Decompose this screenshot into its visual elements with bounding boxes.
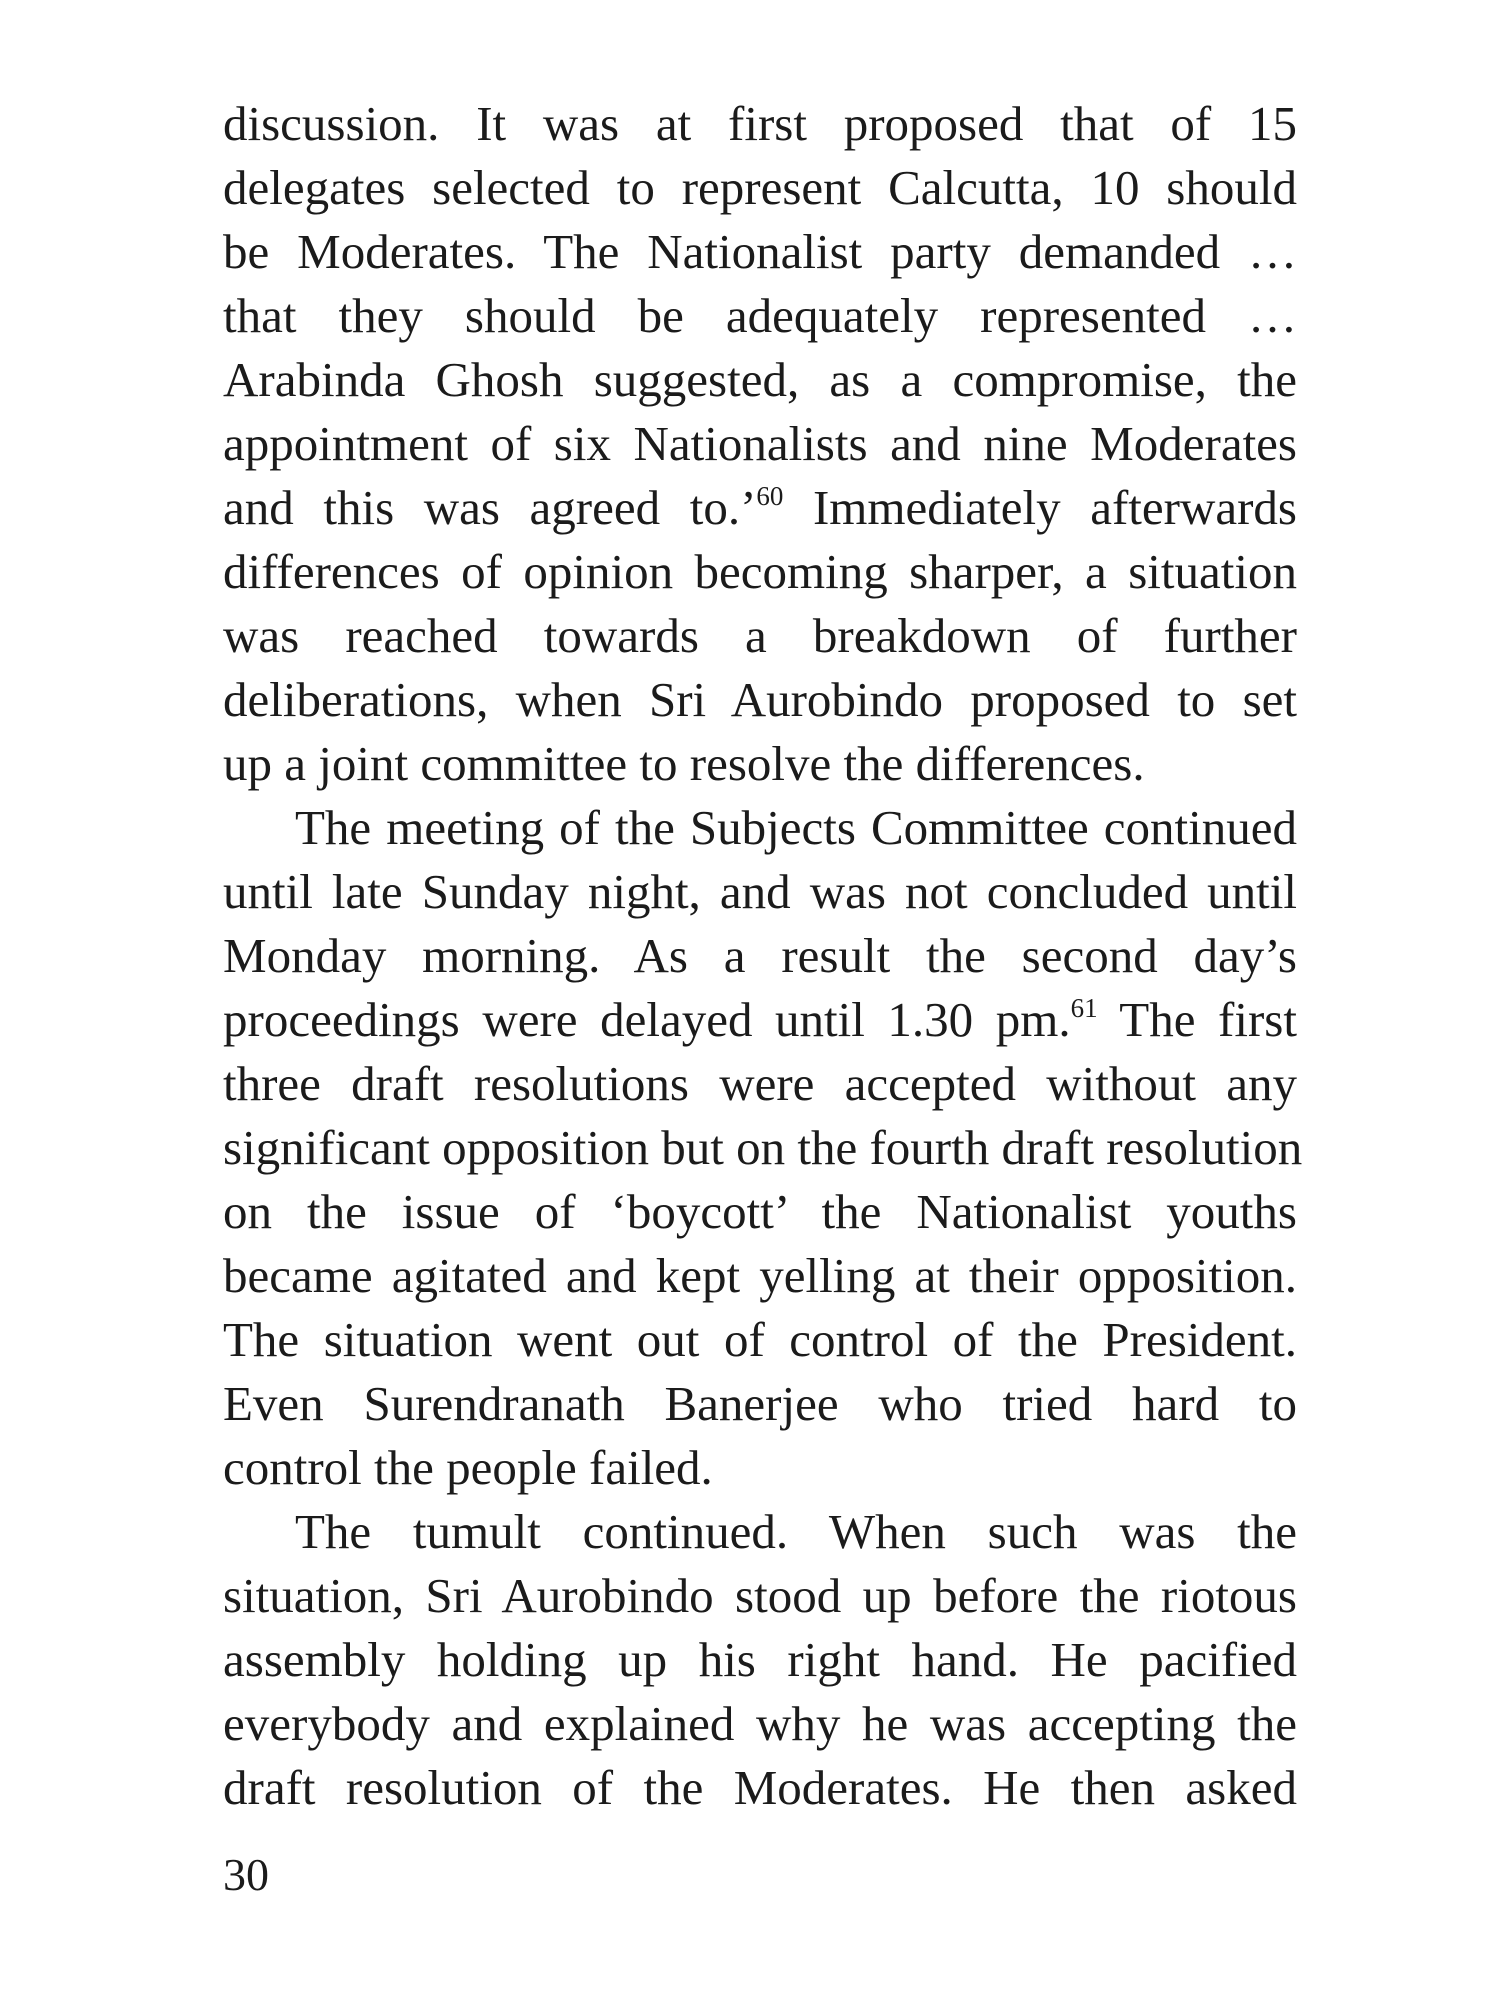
text-line: was reached towards a breakdown of further <box>223 608 1297 663</box>
text-line: The meeting of the Subjects Committee continued <box>295 800 1297 855</box>
text-line: draft resolution of the Moderates. He then asked <box>223 1760 1297 1815</box>
text-line: The tumult continued. When such was the <box>295 1504 1297 1559</box>
text-line: until late Sunday night, and was not concluded until <box>223 864 1297 919</box>
paragraph-3 <box>223 1500 1297 1820</box>
text-line: on the issue of ‘boycott’ the Nationalist youths <box>223 1184 1297 1239</box>
text-line: control the people failed. <box>223 1440 713 1495</box>
text-segment: Immediately afterwards <box>783 480 1297 535</box>
text-segment: proceedings were delayed until 1.30 pm. <box>223 992 1071 1047</box>
text-line: assembly holding up his right hand. He pacified <box>223 1632 1297 1687</box>
text-line: delegates selected to represent Calcutta, 10 should <box>223 160 1297 215</box>
text-segment: and this was agreed to.’ <box>223 480 757 535</box>
footnote-marker: 61 <box>1070 992 1098 1023</box>
text-line: Even Surendranath Banerjee who tried hard to <box>223 1376 1297 1431</box>
body-text <box>223 92 1303 1820</box>
text-segment: The first <box>1097 992 1297 1047</box>
text-line: three draft resolutions were accepted without any <box>223 1056 1297 1111</box>
text-line: significant opposition but on the fourth draft resolution <box>223 1120 1303 1175</box>
text-line-with-footnote <box>223 988 1297 1052</box>
text-line: deliberations, when Sri Aurobindo proposed to set <box>223 672 1297 727</box>
text-line: up a joint committee to resolve the differences. <box>223 736 1145 791</box>
text-line: The situation went out of control of the President. <box>223 1312 1297 1367</box>
text-line: differences of opinion becoming sharper, a situation <box>223 544 1297 599</box>
text-line: be Moderates. The Nationalist party demanded … <box>223 224 1297 279</box>
text-line: situation, Sri Aurobindo stood up before the riotous <box>223 1568 1297 1623</box>
paragraph-2 <box>223 796 1303 1500</box>
paragraph-1 <box>223 92 1297 796</box>
text-line-with-footnote <box>223 476 1297 540</box>
text-line: that they should be adequately represented … <box>223 288 1297 343</box>
text-line: Monday morning. As a result the second day’s <box>223 928 1297 983</box>
text-line: became agitated and kept yelling at their opposition. <box>223 1248 1297 1303</box>
text-line: discussion. It was at first proposed that of 15 <box>223 96 1297 151</box>
text-line: Arabinda Ghosh suggested, as a compromise, the <box>223 352 1297 407</box>
page-number: 30 <box>223 1849 269 1900</box>
text-line: everybody and explained why he was accepting the <box>223 1696 1297 1751</box>
text-line: appointment of six Nationalists and nine Moderates <box>223 416 1297 471</box>
footnote-marker: 60 <box>756 480 784 511</box>
